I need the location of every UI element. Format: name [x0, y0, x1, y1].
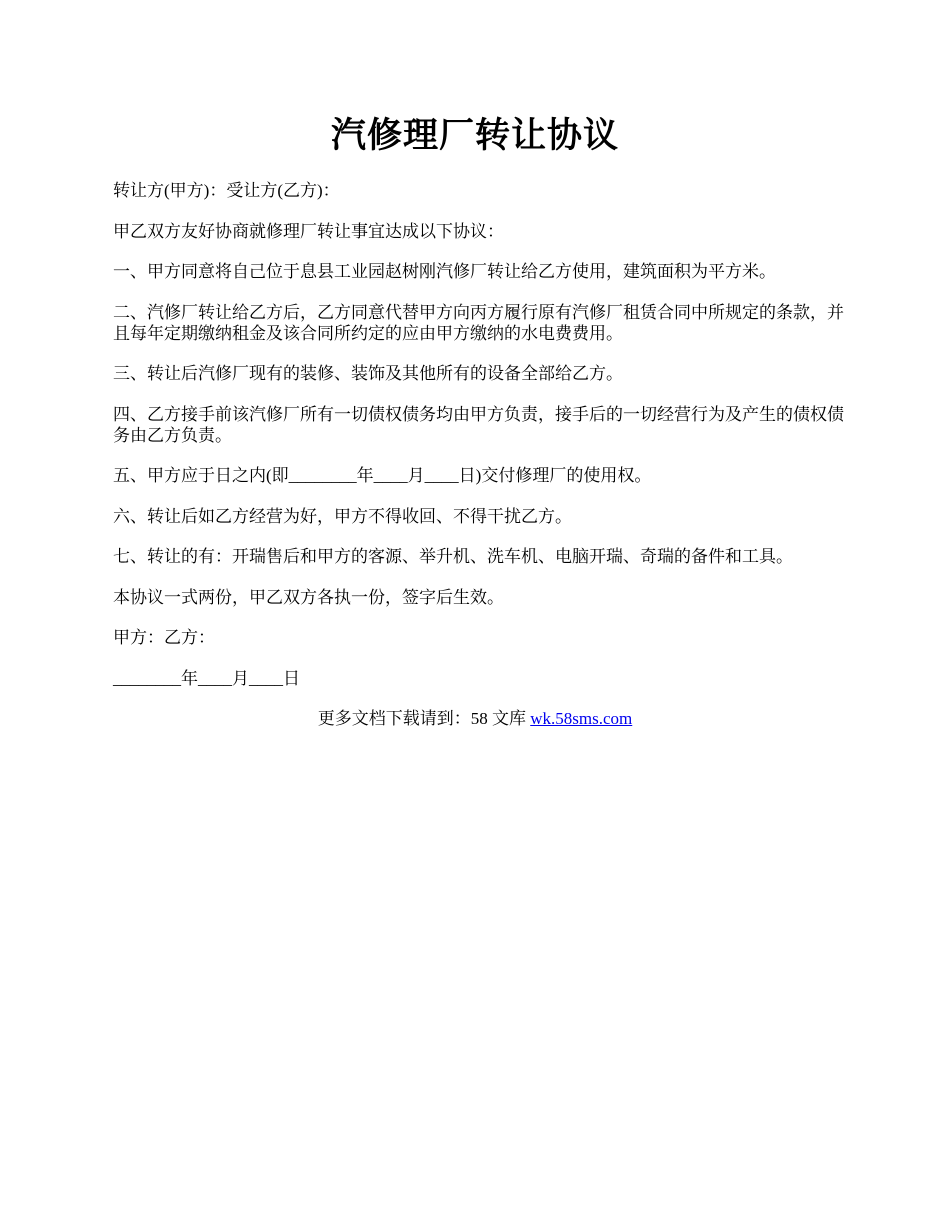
footer-prefix: 更多文档下载请到：58 文库 — [317, 709, 531, 728]
clause-2: 二、汽修厂转让给乙方后，乙方同意代替甲方向丙方履行原有汽修厂租赁合同中所规定的条款，并且每年定期缴纳租金及该合同所约定的应由甲方缴纳的水电费费用。 — [113, 302, 844, 343]
clause-3: 三、转让后汽修厂现有的装修、装饰及其他所有的设备全部给乙方。 — [113, 364, 623, 383]
footer-note — [113, 708, 837, 729]
document-body — [113, 180, 853, 729]
clause-7: 七、转让的有：开瑞售后和甲方的客源、举升机、洗车机、电脑开瑞、奇瑞的备件和工具。 — [113, 547, 793, 566]
effectiveness-paragraph: 本协议一式两份，甲乙双方各执一份，签字后生效。 — [113, 587, 504, 607]
date-line: ________年____月____日 — [113, 668, 300, 688]
clause-1: 一、甲方同意将自己位于息县工业园赵树刚汽修厂转让给乙方使用，建筑面积为平方米。 — [113, 262, 776, 281]
signature-line: 甲方：乙方： — [113, 628, 215, 647]
clause-4: 四、乙方接手前该汽修厂所有一切债权债务均由甲方负责，接手后的一切经营行为及产生的债权债务由乙方负责。 — [113, 404, 844, 445]
clause-6: 六、转让后如乙方经营为好，甲方不得收回、不得干扰乙方。 — [113, 506, 572, 526]
parties-line: 转让方(甲方)：受让方(乙方)： — [113, 181, 340, 200]
footer-link[interactable]: wk.58sms.com — [530, 709, 633, 728]
intro-paragraph: 甲乙双方友好协商就修理厂转让事宜达成以下协议： — [113, 221, 504, 241]
clause-5: 五、甲方应于日之内(即________年____月____日)交付修理厂的使用权。 — [113, 466, 652, 485]
document-title: 汽修理厂转让协议 — [330, 116, 619, 155]
